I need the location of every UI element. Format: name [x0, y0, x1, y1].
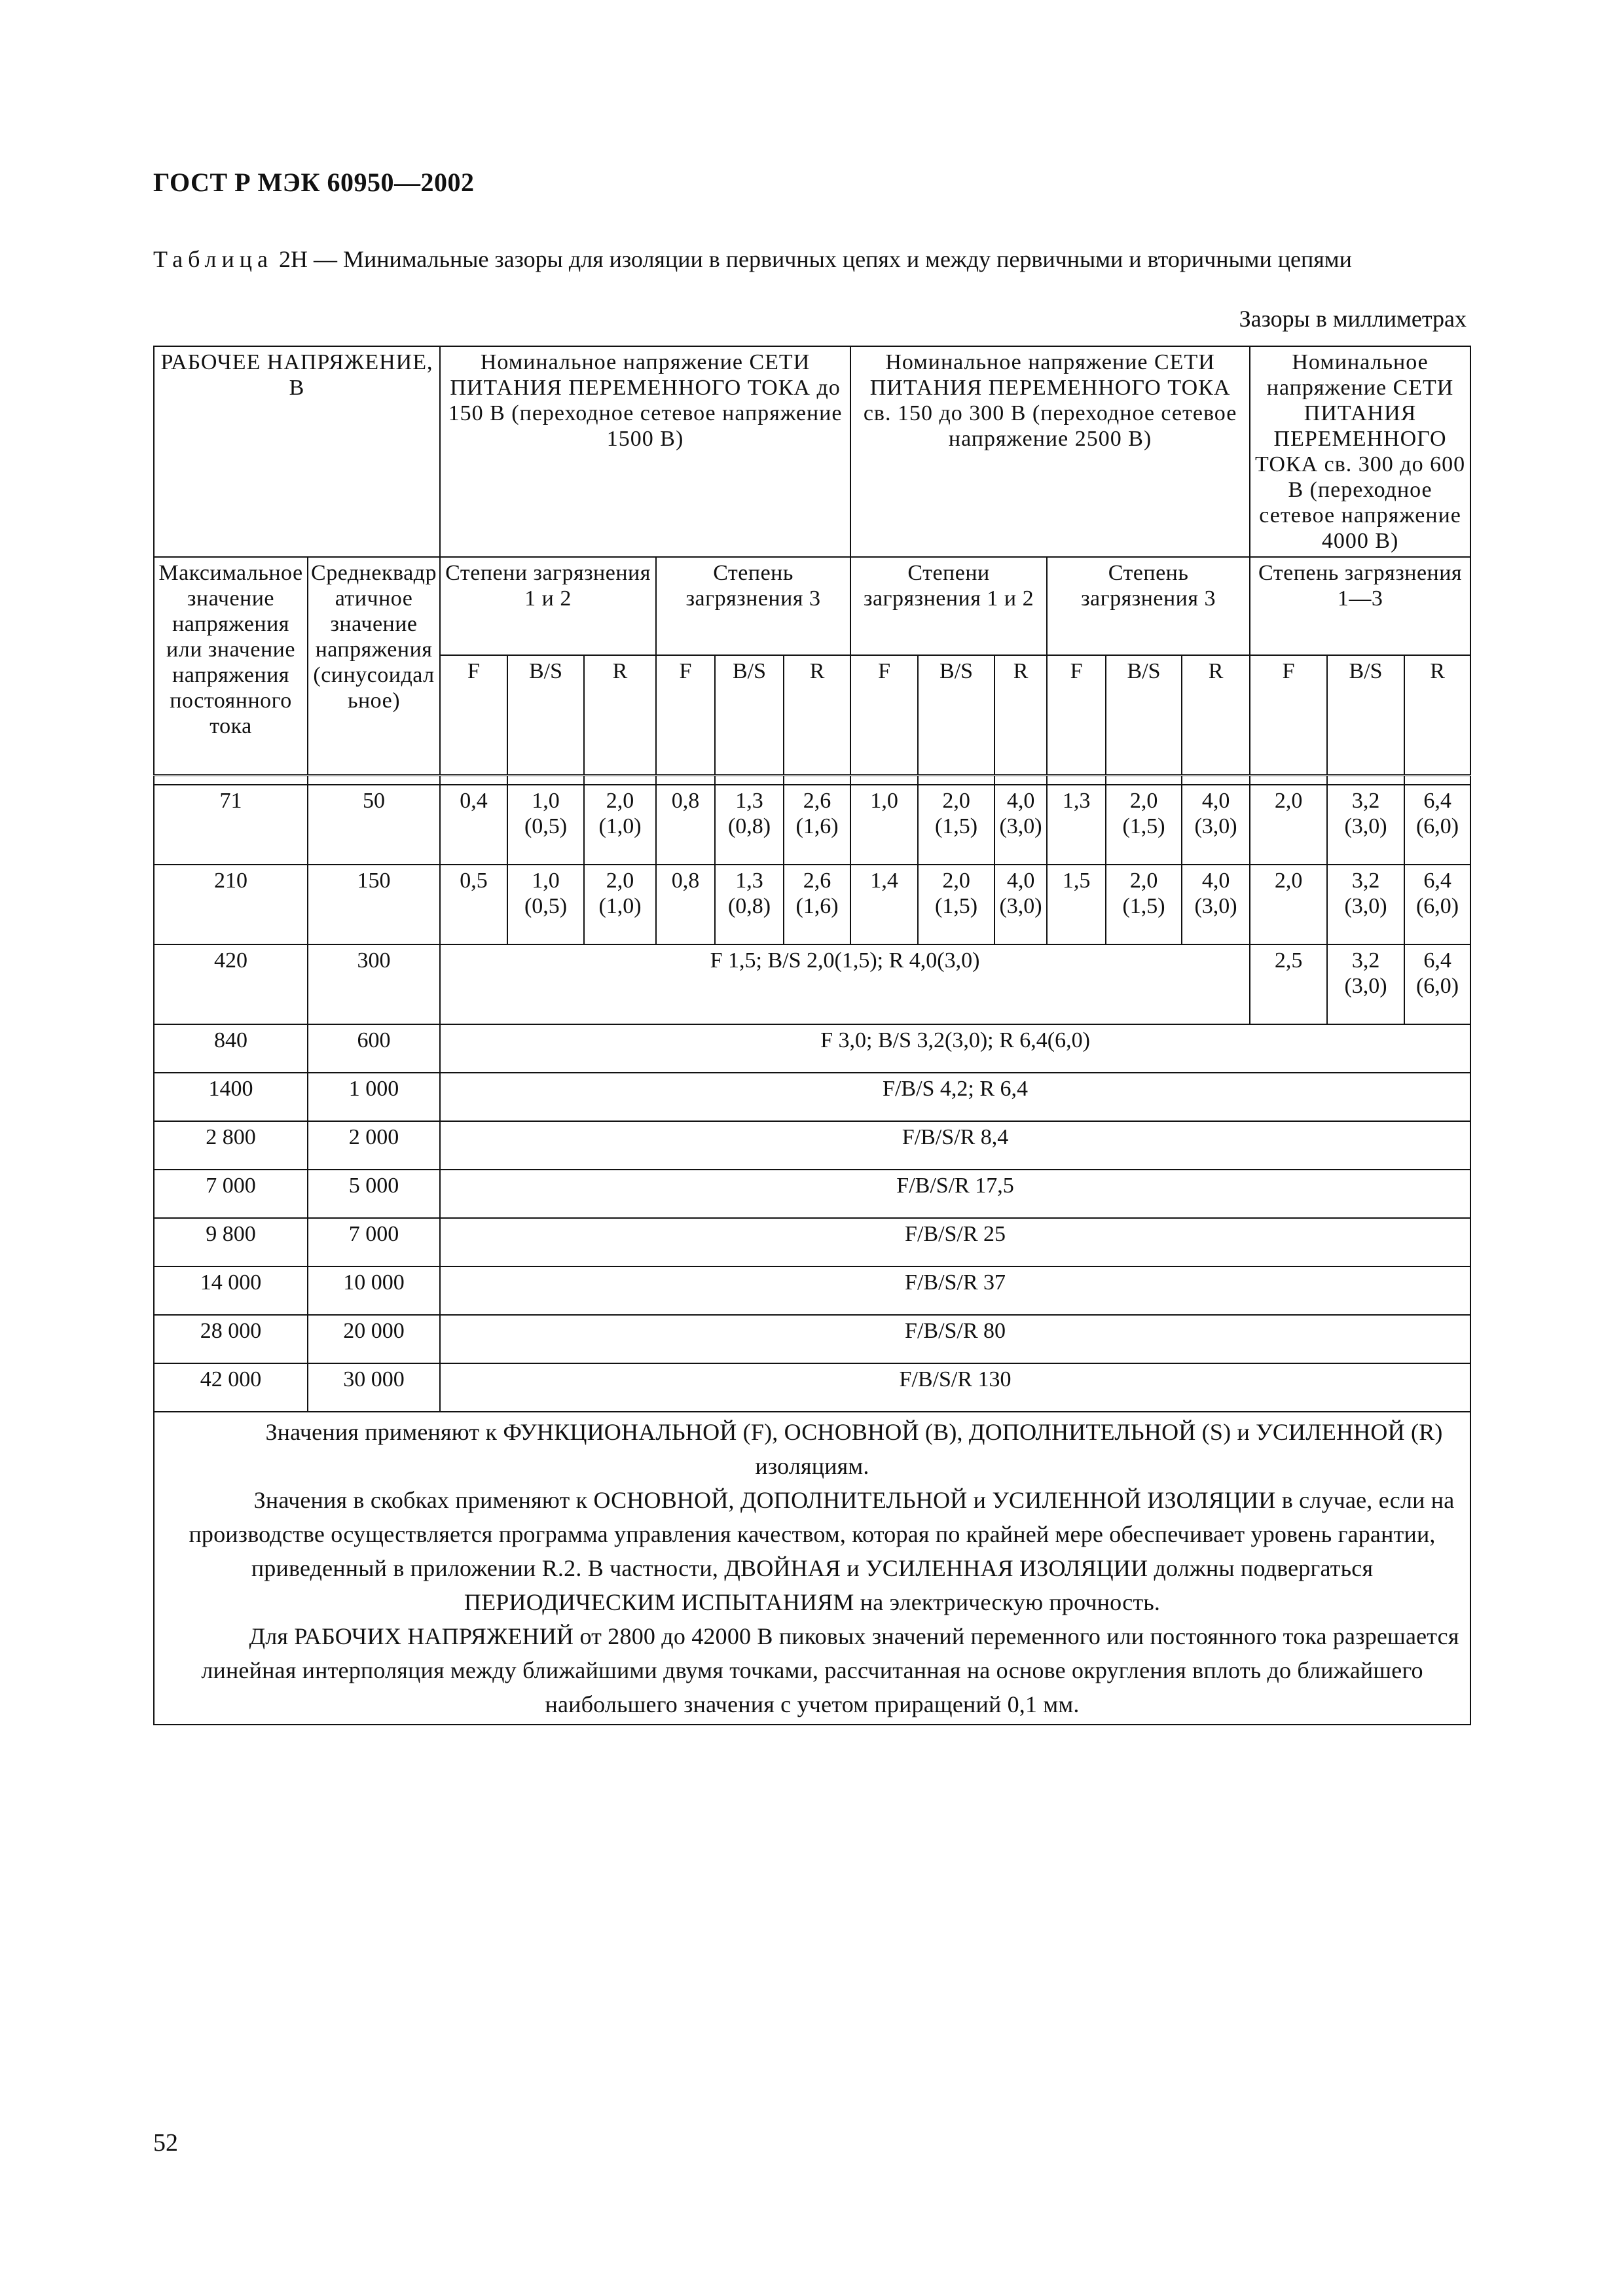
code-r: R [784, 655, 850, 776]
separator-cell [656, 776, 715, 785]
peak-voltage-cell: 210 [154, 865, 308, 944]
table-row [154, 1170, 1470, 1218]
value-cell: 2,6 (1,6) [784, 785, 850, 865]
value-cell: 4,0 (3,0) [994, 785, 1047, 865]
table-row [154, 1024, 1470, 1073]
rms-voltage-cell: 2 000 [308, 1121, 440, 1170]
table-row [154, 1363, 1470, 1412]
value-cell: 1,3 (0,8) [715, 785, 784, 865]
value-cell-f: 2,5 [1250, 944, 1327, 1024]
separator-cell [1047, 776, 1106, 785]
value-cell: 3,2 (3,0) [1327, 865, 1404, 944]
pollution-1-2-header: Степени загрязнения 1 и 2 [440, 557, 656, 655]
table-row [154, 865, 1470, 944]
code-r: R [994, 655, 1047, 776]
value-cell: 0,8 [656, 785, 715, 865]
code-f: F [440, 655, 507, 776]
peak-voltage-cell: 2 800 [154, 1121, 308, 1170]
value-cell-r: 6,4 (6,0) [1404, 944, 1470, 1024]
code-bs: B/S [1106, 655, 1182, 776]
rms-voltage-cell: 30 000 [308, 1363, 440, 1412]
pollution-3-header: Степень загрязнения 3 [656, 557, 850, 655]
code-f: F [850, 655, 918, 776]
code-bs: B/S [507, 655, 584, 776]
pollution-1-3-header: Степень загрязнения 1—3 [1250, 557, 1470, 655]
value-cell: 2,0 (1,5) [1106, 785, 1182, 865]
value-cell: 2,0 (1,0) [584, 785, 656, 865]
value-cell: 1,0 (0,5) [507, 785, 584, 865]
merged-value-cell: F/B/S/R 25 [440, 1218, 1470, 1266]
separator-cell [507, 776, 584, 785]
rms-voltage-cell: 20 000 [308, 1315, 440, 1363]
max-value-header: Максимальное значение напряжения или значение напряжения постоянного тока [154, 557, 308, 776]
rms-voltage-cell: 10 000 [308, 1266, 440, 1315]
working-voltage-header: РАБОЧЕЕ НАПРЯЖЕНИЕ, В [154, 346, 440, 557]
value-cell: 0,8 [656, 865, 715, 944]
value-cell: 1,3 [1047, 785, 1106, 865]
notes-row [154, 1412, 1470, 1725]
mains-300-header: Номинальное напряжение СЕТИ ПИТАНИЯ ПЕРЕМЕННОГО ТОКА св. 150 до 300 В (переходное сетевое напряжение 2500 В) [850, 346, 1250, 557]
separator-cell [994, 776, 1047, 785]
value-cell: 0,5 [440, 865, 507, 944]
table-row [154, 1266, 1470, 1315]
value-cell: 1,0 (0,5) [507, 865, 584, 944]
pollution-1-2-header: Степени загрязнения 1 и 2 [850, 557, 1047, 655]
separator-cell [1182, 776, 1250, 785]
separator-cell [1327, 776, 1404, 785]
table-body [154, 346, 1470, 1725]
merged-value-cell: F/B/S/R 37 [440, 1266, 1470, 1315]
peak-voltage-cell: 28 000 [154, 1315, 308, 1363]
peak-voltage-cell: 14 000 [154, 1266, 308, 1315]
value-cell: 2,0 (1,5) [918, 865, 994, 944]
peak-voltage-cell: 7 000 [154, 1170, 308, 1218]
mains-150-header: Номинальное напряжение СЕТИ ПИТАНИЯ ПЕРЕМЕННОГО ТОКА до 150 В (переходное сетевое напряжение 1500 В) [440, 346, 850, 557]
table-row [154, 1121, 1470, 1170]
value-cell: 2,0 (1,5) [1106, 865, 1182, 944]
code-f: F [656, 655, 715, 776]
value-cell: 1,5 [1047, 865, 1106, 944]
separator-cell [1106, 776, 1182, 785]
rms-voltage-cell: 150 [308, 865, 440, 944]
document-header: ГОСТ Р МЭК 60950—2002 [153, 168, 475, 197]
clearance-table [153, 346, 1471, 1725]
header-row-2 [154, 557, 1470, 655]
table-caption [153, 243, 1467, 275]
peak-voltage-cell: 9 800 [154, 1218, 308, 1266]
code-r: R [1404, 655, 1470, 776]
rms-value-header: Среднеквадратичное значение напряжения (синусоидальное) [308, 557, 440, 776]
value-cell: 2,0 [1250, 865, 1327, 944]
value-cell: 1,4 [850, 865, 918, 944]
separator-cell [918, 776, 994, 785]
value-cell: 3,2 (3,0) [1327, 785, 1404, 865]
note-paragraph: Значения в скобках применяют к ОСНОВНОЙ, ДОПОЛНИТЕЛЬНОЙ и УСИЛЕННОЙ ИЗОЛЯЦИИ в случае, если на производстве осуществляется программа управления качеством, которая по крайней мере обеспечивает уровень гарантии, приведенный в приложении R.2. В частности, ДВОЙНАЯ и УСИЛЕННАЯ ИЗОЛЯЦИИ должны подвергаться ПЕРИОДИЧЕСКИМ ИСПЫТАНИЯМ на электрическую прочность. [189, 1487, 1455, 1615]
code-bs: B/S [1327, 655, 1404, 776]
code-bs: B/S [918, 655, 994, 776]
rms-voltage-cell: 600 [308, 1024, 440, 1073]
note-paragraph: Для РАБОЧИХ НАПРЯЖЕНИЙ от 2800 до 42000 В пиковых значений переменного или постоянного тока разрешается линейная интерполяция между ближайшими двумя точками, рассчитанная на основе округления вплоть до ближайшего наибольшего значения с учетом приращений 0,1 мм. [201, 1623, 1459, 1717]
value-cell: 6,4 (6,0) [1404, 865, 1470, 944]
merged-value-cell: F/B/S/R 130 [440, 1363, 1470, 1412]
merged-value-cell: F/B/S 4,2; R 6,4 [440, 1073, 1470, 1121]
separator-cell [584, 776, 656, 785]
code-r: R [1182, 655, 1250, 776]
code-bs: B/S [715, 655, 784, 776]
value-cell: 2,6 (1,6) [784, 865, 850, 944]
peak-voltage-cell: 1400 [154, 1073, 308, 1121]
separator-cell [308, 776, 440, 785]
merged-value-cell: F/B/S/R 8,4 [440, 1121, 1470, 1170]
peak-voltage-cell: 42 000 [154, 1363, 308, 1412]
separator-cell [1404, 776, 1470, 785]
merged-value-cell: F 3,0; B/S 3,2(3,0); R 6,4(6,0) [440, 1024, 1470, 1073]
rms-voltage-cell: 7 000 [308, 1218, 440, 1266]
separator-cell [784, 776, 850, 785]
merged-value-cell: F/B/S/R 17,5 [440, 1170, 1470, 1218]
value-cell: 0,4 [440, 785, 507, 865]
code-r: R [584, 655, 656, 776]
table-notes [154, 1412, 1470, 1725]
table-row [154, 1218, 1470, 1266]
separator-cell [440, 776, 507, 785]
peak-voltage-cell: 420 [154, 944, 308, 1024]
header-row-1 [154, 346, 1470, 557]
merged-value-cell: F/B/S/R 80 [440, 1315, 1470, 1363]
note-paragraph: Значения применяют к ФУНКЦИОНАЛЬНОЙ (F), ОСНОВНОЙ (B), ДОПОЛНИТЕЛЬНОЙ (S) и УСИЛЕННОЙ (R) изоляциям. [265, 1419, 1443, 1479]
mains-600-header: Номинальное напряжение СЕТИ ПИТАНИЯ ПЕРЕМЕННОГО ТОКА св. 300 до 600 В (переходное сетевое напряжение 4000 В) [1250, 346, 1470, 557]
header-separator [154, 776, 1470, 785]
peak-voltage-cell: 71 [154, 785, 308, 865]
value-cell: 2,0 (1,5) [918, 785, 994, 865]
rms-voltage-cell: 5 000 [308, 1170, 440, 1218]
pollution-3-header: Степень загрязнения 3 [1047, 557, 1250, 655]
page-number: 52 [153, 2129, 178, 2157]
merged-value-cell: F 1,5; B/S 2,0(1,5); R 4,0(3,0) [440, 944, 1250, 1024]
rms-voltage-cell: 1 000 [308, 1073, 440, 1121]
rms-voltage-cell: 50 [308, 785, 440, 865]
value-cell: 6,4 (6,0) [1404, 785, 1470, 865]
rms-voltage-cell: 300 [308, 944, 440, 1024]
value-cell: 1,0 [850, 785, 918, 865]
caption-label: Таблица [153, 246, 273, 272]
value-cell: 4,0 (3,0) [1182, 865, 1250, 944]
code-f: F [1047, 655, 1106, 776]
peak-voltage-cell: 840 [154, 1024, 308, 1073]
value-cell-bs: 3,2 (3,0) [1327, 944, 1404, 1024]
separator-cell [715, 776, 784, 785]
caption-text: 2Н — Минимальные зазоры для изоляции в первичных цепях и между первичными и вторичными цепями [272, 246, 1352, 272]
value-cell: 2,0 (1,0) [584, 865, 656, 944]
separator-cell [1250, 776, 1327, 785]
separator-cell [154, 776, 308, 785]
table-row-420 [154, 944, 1470, 1024]
value-cell: 2,0 [1250, 785, 1327, 865]
table-row [154, 1073, 1470, 1121]
table-row [154, 785, 1470, 865]
separator-cell [850, 776, 918, 785]
value-cell: 4,0 (3,0) [994, 865, 1047, 944]
table-row [154, 1315, 1470, 1363]
units-note: Зазоры в миллиметрах [1239, 306, 1467, 332]
value-cell: 4,0 (3,0) [1182, 785, 1250, 865]
code-f: F [1250, 655, 1327, 776]
value-cell: 1,3 (0,8) [715, 865, 784, 944]
